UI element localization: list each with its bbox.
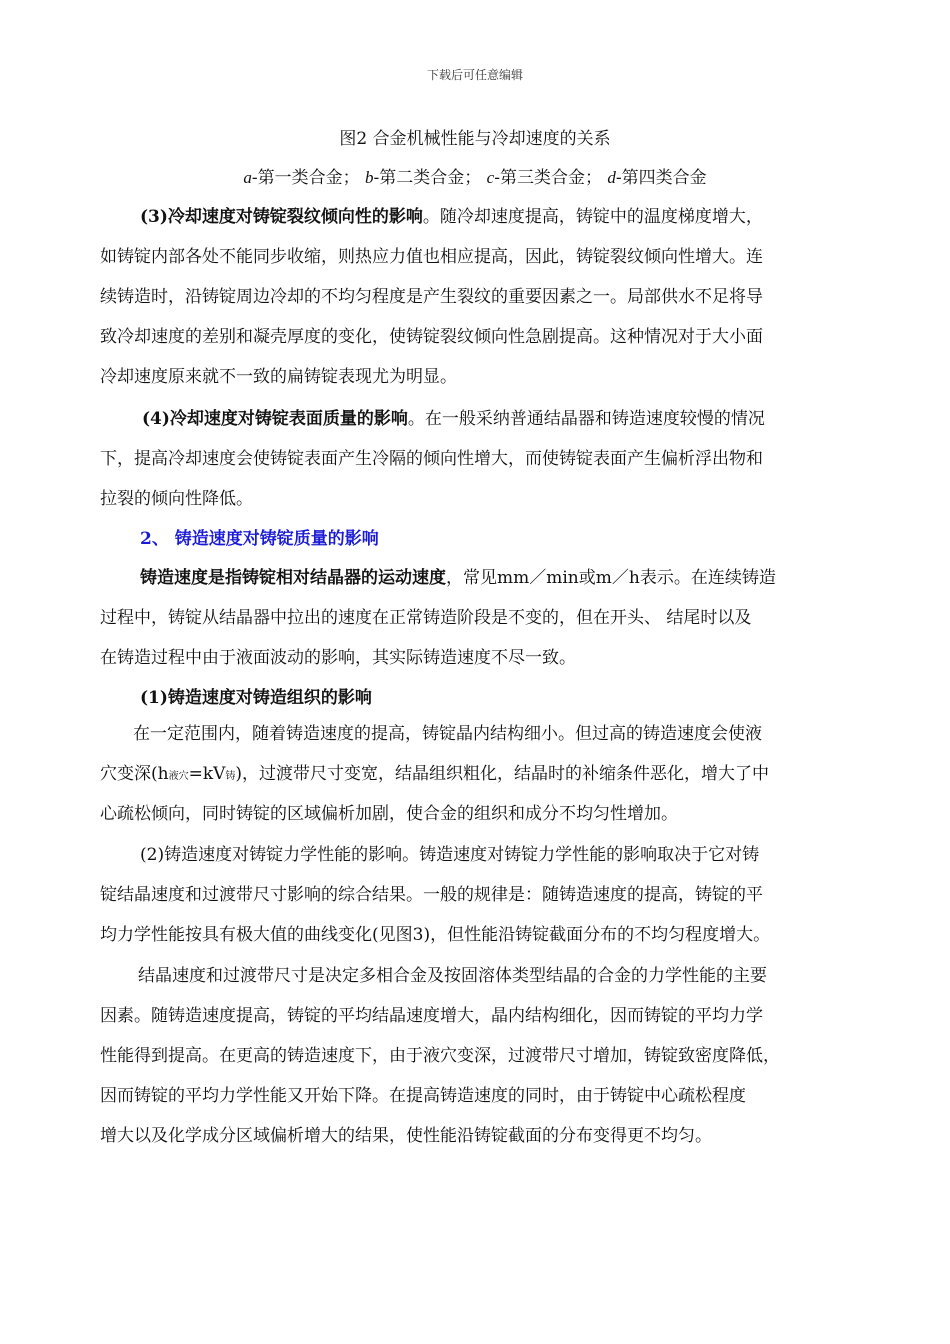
s2-line-3: 均力学性能按具有极大值的曲线变化(见图3)，但性能沿铸锭截面分布的不均匀程度增大。	[100, 925, 771, 945]
legend-text-d: -第四类合金	[615, 168, 707, 188]
para4-line-1	[142, 404, 852, 429]
figure-legend	[0, 163, 950, 188]
legend-text-b: -第二类合金；	[373, 168, 482, 188]
para4-line-3: 拉裂的倾向性降低。	[100, 489, 253, 509]
para3-line-3: 续铸造时，沿铸锭周边冷却的不均匀程度是产生裂纹的重要因素之一。局部供水不足将导	[100, 287, 763, 307]
s2-line-1: (2)铸造速度对铸锭力学性能的影响。铸造速度对铸锭力学性能的影响取决于它对铸	[140, 845, 760, 865]
def-line-2: 过程中，铸锭从结晶器中拉出的速度在正常铸造阶段是不变的，但在开头、 结尾时以及	[100, 608, 752, 628]
legend-key-d: d	[607, 168, 616, 187]
s3-line-1: 结晶速度和过渡带尺寸是决定多相合金及按固溶体类型结晶的合金的力学性能的主要	[138, 966, 767, 986]
s1-line-2b: =kV	[188, 764, 226, 784]
s1-sub-2: 铸	[225, 771, 236, 782]
legend-text-a: -第一类合金；	[251, 168, 360, 188]
para3-heading: (3)冷却速度对铸锭裂纹倾向性的影响	[140, 207, 423, 227]
para3-line-4: 致冷却速度的差别和凝壳厚度的变化，使铸锭裂纹倾向性急剧提高。这种情况对于大小面	[100, 327, 763, 347]
legend-text-c: -第三类合金；	[494, 168, 602, 188]
s1-heading: (1)铸造速度对铸造组织的影响	[140, 688, 372, 708]
para3-line-2: 如铸锭内部各处不能同步收缩，则热应力值也相应提高，因此，铸锭裂纹倾向性增大。连	[100, 247, 763, 267]
s1-line-2a: 穴变深(h	[100, 764, 169, 784]
legend-key-c: c	[486, 168, 495, 187]
s3-line-2: 因素。随铸造速度提高，铸锭的平均结晶速度增大，晶内结构细化，因而铸锭的平均力学	[100, 1006, 763, 1026]
legend-key-a: a	[243, 168, 252, 187]
s1-line-3: 心疏松倾向，同时铸锭的区域偏析加剧，使合金的组织和成分不均匀性增加。	[100, 804, 678, 824]
s3-line-5: 增大以及化学成分区域偏析增大的结果，使性能沿铸锭截面的分布变得更不均匀。	[100, 1126, 712, 1146]
s3-line-4: 因而铸锭的平均力学性能又开始下降。在提高铸造速度的同时，由于铸锭中心疏松程度	[100, 1086, 746, 1106]
page-header: 下载后可任意编辑	[426, 68, 523, 82]
s1-line-1: 在一定范围内，随着铸造速度的提高，铸锭晶内结构细小。但过高的铸造速度会使液	[133, 724, 762, 744]
s1-line-2	[100, 759, 852, 784]
figure-caption: 图2 合金机械性能与冷却速度的关系	[339, 129, 611, 149]
def-bold: 铸造速度是指铸锭相对结晶器的运动速度	[140, 568, 446, 588]
def-line-3: 在铸造过程中由于液面波动的影响，其实际铸造速度不尽一致。	[100, 648, 576, 668]
def-line-1	[140, 563, 852, 588]
s1-sub-1: 液穴	[168, 771, 189, 782]
section-2-heading: 2、 铸造速度对铸锭质量的影响	[140, 529, 379, 549]
para4-line-2: 下，提高冷却速度会使铸锭表面产生冷隔的倾向性增大，而使铸锭表面产生偏析浮出物和	[100, 449, 763, 469]
legend-key-b: b	[365, 168, 374, 187]
s1-line-2c: )，过渡带尺寸变宽，结晶组织粗化，结晶时的补缩条件恶化，增大了中	[235, 764, 770, 784]
para3-text-1: 。随冷却速度提高，铸锭中的温度梯度增大，	[422, 207, 763, 227]
s3-line-3: 性能得到提高。在更高的铸造速度下，由于液穴变深，过渡带尺寸增加，铸锭致密度降低，	[100, 1046, 780, 1066]
para4-text-1: 。在一般采纳普通结晶器和铸造速度较慢的情况	[407, 409, 765, 429]
para4-heading: (4)冷却速度对铸锭表面质量的影响	[142, 409, 408, 429]
para3-line-5: 冷却速度原来就不一致的扁铸锭表现尤为明显。	[100, 367, 457, 387]
s2-line-2: 锭结晶速度和过渡带尺寸影响的综合结果。一般的规律是：随铸造速度的提高，铸锭的平	[100, 885, 763, 905]
def-text-1: ，常见mm／min或m／h表示。在连续铸造	[446, 568, 776, 588]
para3-line-1	[140, 202, 852, 227]
